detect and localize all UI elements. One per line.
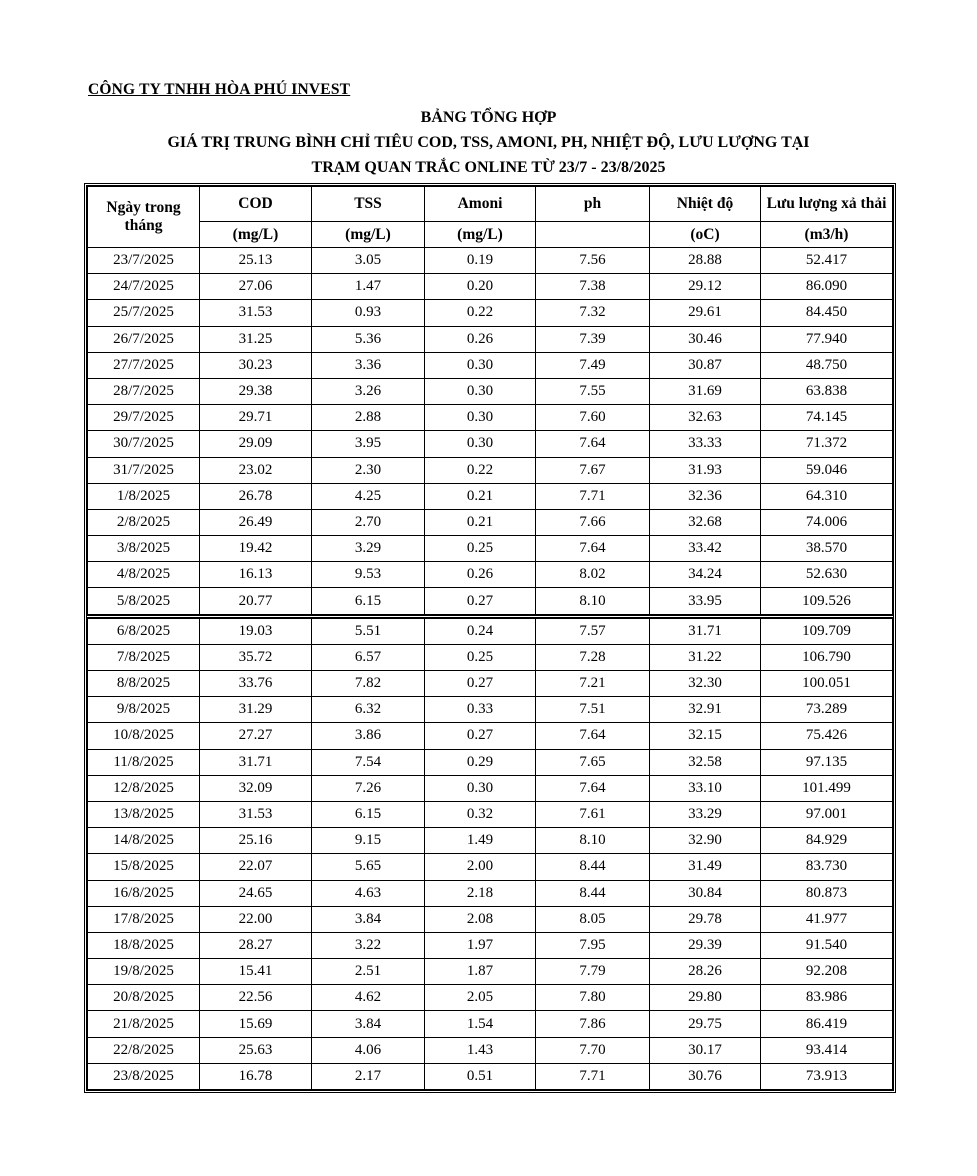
tss-value-cell: 5.36 xyxy=(312,326,425,352)
unit-temp: (oC) xyxy=(650,222,761,248)
cod-value-cell: 25.63 xyxy=(200,1037,312,1063)
temp-value-cell: 29.12 xyxy=(650,274,761,300)
ph-value-cell: 7.51 xyxy=(536,697,650,723)
temp-value-cell: 31.93 xyxy=(650,457,761,483)
tss-value-cell: 7.26 xyxy=(312,775,425,801)
date-cell: 29/7/2025 xyxy=(88,405,200,431)
amoni-value-cell: 0.30 xyxy=(425,775,536,801)
amoni-value-cell: 0.21 xyxy=(425,483,536,509)
ph-value-cell: 7.79 xyxy=(536,959,650,985)
tss-value-cell: 0.93 xyxy=(312,300,425,326)
summary-table xyxy=(87,186,893,1090)
cod-value-cell: 22.07 xyxy=(200,854,312,880)
tss-value-cell: 3.05 xyxy=(312,248,425,274)
temp-value-cell: 29.61 xyxy=(650,300,761,326)
tss-value-cell: 4.63 xyxy=(312,880,425,906)
table-row xyxy=(88,854,893,880)
tss-value-cell: 7.54 xyxy=(312,749,425,775)
temp-value-cell: 31.69 xyxy=(650,378,761,404)
temp-value-cell: 31.49 xyxy=(650,854,761,880)
tss-value-cell: 3.29 xyxy=(312,536,425,562)
temp-value-cell: 32.15 xyxy=(650,723,761,749)
unit-flow: (m3/h) xyxy=(761,222,893,248)
table-row xyxy=(88,431,893,457)
date-cell: 25/7/2025 xyxy=(88,300,200,326)
flow-value-cell: 77.940 xyxy=(761,326,893,352)
table-row xyxy=(88,274,893,300)
date-cell: 16/8/2025 xyxy=(88,880,200,906)
ph-value-cell: 7.61 xyxy=(536,801,650,827)
cod-value-cell: 19.42 xyxy=(200,536,312,562)
tss-value-cell: 6.32 xyxy=(312,697,425,723)
tss-value-cell: 3.84 xyxy=(312,1011,425,1037)
tss-value-cell: 9.53 xyxy=(312,562,425,588)
amoni-value-cell: 0.30 xyxy=(425,352,536,378)
flow-value-cell: 97.135 xyxy=(761,749,893,775)
ph-value-cell: 7.39 xyxy=(536,326,650,352)
flow-value-cell: 74.145 xyxy=(761,405,893,431)
amoni-value-cell: 0.19 xyxy=(425,248,536,274)
tss-value-cell: 3.95 xyxy=(312,431,425,457)
cod-value-cell: 30.23 xyxy=(200,352,312,378)
cod-value-cell: 15.69 xyxy=(200,1011,312,1037)
temp-value-cell: 33.10 xyxy=(650,775,761,801)
table-row xyxy=(88,300,893,326)
flow-value-cell: 93.414 xyxy=(761,1037,893,1063)
unit-ph xyxy=(536,222,650,248)
cod-value-cell: 27.06 xyxy=(200,274,312,300)
table-row xyxy=(88,562,893,588)
temp-value-cell: 28.88 xyxy=(650,248,761,274)
amoni-value-cell: 0.22 xyxy=(425,300,536,326)
date-cell: 10/8/2025 xyxy=(88,723,200,749)
temp-value-cell: 29.75 xyxy=(650,1011,761,1037)
cod-value-cell: 25.16 xyxy=(200,828,312,854)
amoni-value-cell: 0.32 xyxy=(425,801,536,827)
tss-value-cell: 3.36 xyxy=(312,352,425,378)
tss-value-cell: 2.17 xyxy=(312,1063,425,1089)
column-header-ph: ph xyxy=(536,187,650,222)
ph-value-cell: 8.05 xyxy=(536,906,650,932)
temp-value-cell: 30.84 xyxy=(650,880,761,906)
flow-value-cell: 64.310 xyxy=(761,483,893,509)
ph-value-cell: 7.21 xyxy=(536,671,650,697)
flow-value-cell: 52.417 xyxy=(761,248,893,274)
tss-value-cell: 6.15 xyxy=(312,801,425,827)
temp-value-cell: 30.17 xyxy=(650,1037,761,1063)
amoni-value-cell: 0.33 xyxy=(425,697,536,723)
cod-value-cell: 25.13 xyxy=(200,248,312,274)
table-row xyxy=(88,775,893,801)
ph-value-cell: 7.64 xyxy=(536,431,650,457)
flow-value-cell: 86.419 xyxy=(761,1011,893,1037)
unit-amoni: (mg/L) xyxy=(425,222,536,248)
temp-value-cell: 28.26 xyxy=(650,959,761,985)
table-row xyxy=(88,671,893,697)
amoni-value-cell: 0.30 xyxy=(425,405,536,431)
amoni-value-cell: 2.18 xyxy=(425,880,536,906)
cod-value-cell: 16.13 xyxy=(200,562,312,588)
date-cell: 14/8/2025 xyxy=(88,828,200,854)
amoni-value-cell: 0.25 xyxy=(425,536,536,562)
date-cell: 2/8/2025 xyxy=(88,509,200,535)
flow-value-cell: 38.570 xyxy=(761,536,893,562)
amoni-value-cell: 0.21 xyxy=(425,509,536,535)
date-cell: 4/8/2025 xyxy=(88,562,200,588)
table-row xyxy=(88,405,893,431)
cod-value-cell: 15.41 xyxy=(200,959,312,985)
cod-value-cell: 22.56 xyxy=(200,985,312,1011)
column-header-tss: TSS xyxy=(312,187,425,222)
date-cell: 15/8/2025 xyxy=(88,854,200,880)
cod-value-cell: 35.72 xyxy=(200,644,312,670)
date-cell: 30/7/2025 xyxy=(88,431,200,457)
flow-value-cell: 97.001 xyxy=(761,801,893,827)
header-row-names xyxy=(88,187,893,222)
amoni-value-cell: 0.51 xyxy=(425,1063,536,1089)
ph-value-cell: 8.44 xyxy=(536,880,650,906)
temp-value-cell: 32.58 xyxy=(650,749,761,775)
tss-value-cell: 4.06 xyxy=(312,1037,425,1063)
ph-value-cell: 8.44 xyxy=(536,854,650,880)
flow-value-cell: 101.499 xyxy=(761,775,893,801)
date-cell: 23/7/2025 xyxy=(88,248,200,274)
table-row xyxy=(88,932,893,958)
flow-value-cell: 73.913 xyxy=(761,1063,893,1089)
table-row xyxy=(88,536,893,562)
table-row xyxy=(88,378,893,404)
table-row xyxy=(88,985,893,1011)
date-cell: 8/8/2025 xyxy=(88,671,200,697)
column-header-temp: Nhiệt độ xyxy=(650,187,761,222)
amoni-value-cell: 1.97 xyxy=(425,932,536,958)
flow-value-cell: 83.986 xyxy=(761,985,893,1011)
unit-cod: (mg/L) xyxy=(200,222,312,248)
cod-value-cell: 23.02 xyxy=(200,457,312,483)
date-cell: 3/8/2025 xyxy=(88,536,200,562)
tss-value-cell: 2.30 xyxy=(312,457,425,483)
column-header-amoni: Amoni xyxy=(425,187,536,222)
amoni-value-cell: 0.26 xyxy=(425,562,536,588)
table-header xyxy=(88,187,893,248)
temp-value-cell: 32.68 xyxy=(650,509,761,535)
amoni-value-cell: 0.27 xyxy=(425,588,536,616)
ph-value-cell: 7.64 xyxy=(536,723,650,749)
table-row xyxy=(88,616,893,644)
flow-value-cell: 48.750 xyxy=(761,352,893,378)
amoni-value-cell: 0.25 xyxy=(425,644,536,670)
tss-value-cell: 9.15 xyxy=(312,828,425,854)
ph-value-cell: 7.56 xyxy=(536,248,650,274)
temp-value-cell: 29.39 xyxy=(650,932,761,958)
temp-value-cell: 30.46 xyxy=(650,326,761,352)
table-row xyxy=(88,326,893,352)
cod-value-cell: 19.03 xyxy=(200,616,312,644)
table-row xyxy=(88,352,893,378)
temp-value-cell: 32.63 xyxy=(650,405,761,431)
tss-value-cell: 7.82 xyxy=(312,671,425,697)
table-row xyxy=(88,588,893,616)
date-cell: 19/8/2025 xyxy=(88,959,200,985)
tss-value-cell: 3.26 xyxy=(312,378,425,404)
flow-value-cell: 92.208 xyxy=(761,959,893,985)
date-cell: 18/8/2025 xyxy=(88,932,200,958)
cod-value-cell: 32.09 xyxy=(200,775,312,801)
ph-value-cell: 7.64 xyxy=(536,775,650,801)
amoni-value-cell: 1.43 xyxy=(425,1037,536,1063)
ph-value-cell: 7.80 xyxy=(536,985,650,1011)
tss-value-cell: 4.62 xyxy=(312,985,425,1011)
date-cell: 17/8/2025 xyxy=(88,906,200,932)
table-row xyxy=(88,483,893,509)
document-title-block xyxy=(0,105,977,180)
table-row xyxy=(88,801,893,827)
amoni-value-cell: 0.20 xyxy=(425,274,536,300)
date-cell: 31/7/2025 xyxy=(88,457,200,483)
date-cell: 23/8/2025 xyxy=(88,1063,200,1089)
table-row xyxy=(88,457,893,483)
date-cell: 1/8/2025 xyxy=(88,483,200,509)
date-cell: 12/8/2025 xyxy=(88,775,200,801)
date-cell: 11/8/2025 xyxy=(88,749,200,775)
cod-value-cell: 33.76 xyxy=(200,671,312,697)
temp-value-cell: 32.91 xyxy=(650,697,761,723)
temp-value-cell: 33.29 xyxy=(650,801,761,827)
temp-value-cell: 30.76 xyxy=(650,1063,761,1089)
company-name: CÔNG TY TNHH HÒA PHÚ INVEST xyxy=(88,81,351,98)
flow-value-cell: 109.526 xyxy=(761,588,893,616)
amoni-value-cell: 0.27 xyxy=(425,723,536,749)
column-header-flow: Lưu lượng xả thải xyxy=(761,187,893,222)
tss-value-cell: 3.84 xyxy=(312,906,425,932)
ph-value-cell: 7.66 xyxy=(536,509,650,535)
date-cell: 21/8/2025 xyxy=(88,1011,200,1037)
date-cell: 5/8/2025 xyxy=(88,588,200,616)
date-cell: 26/7/2025 xyxy=(88,326,200,352)
ph-value-cell: 7.55 xyxy=(536,378,650,404)
tss-value-cell: 6.15 xyxy=(312,588,425,616)
title-line-1: BẢNG TỔNG HỢP xyxy=(420,109,557,126)
temp-value-cell: 33.33 xyxy=(650,431,761,457)
tss-value-cell: 1.47 xyxy=(312,274,425,300)
amoni-value-cell: 2.05 xyxy=(425,985,536,1011)
cod-value-cell: 29.38 xyxy=(200,378,312,404)
ph-value-cell: 7.60 xyxy=(536,405,650,431)
temp-value-cell: 33.42 xyxy=(650,536,761,562)
flow-value-cell: 109.709 xyxy=(761,616,893,644)
table-row xyxy=(88,697,893,723)
temp-value-cell: 30.87 xyxy=(650,352,761,378)
flow-value-cell: 75.426 xyxy=(761,723,893,749)
flow-value-cell: 84.450 xyxy=(761,300,893,326)
ph-value-cell: 7.65 xyxy=(536,749,650,775)
cod-value-cell: 27.27 xyxy=(200,723,312,749)
date-cell: 9/8/2025 xyxy=(88,697,200,723)
column-header-date: Ngày trong tháng xyxy=(88,187,200,248)
cod-value-cell: 31.53 xyxy=(200,300,312,326)
amoni-value-cell: 0.24 xyxy=(425,616,536,644)
column-header-cod: COD xyxy=(200,187,312,222)
ph-value-cell: 7.86 xyxy=(536,1011,650,1037)
table-row xyxy=(88,509,893,535)
amoni-value-cell: 0.27 xyxy=(425,671,536,697)
ph-value-cell: 7.38 xyxy=(536,274,650,300)
amoni-value-cell: 0.30 xyxy=(425,431,536,457)
ph-value-cell: 7.71 xyxy=(536,1063,650,1089)
flow-value-cell: 80.873 xyxy=(761,880,893,906)
table-row xyxy=(88,248,893,274)
amoni-value-cell: 1.49 xyxy=(425,828,536,854)
flow-value-cell: 63.838 xyxy=(761,378,893,404)
ph-value-cell: 7.49 xyxy=(536,352,650,378)
flow-value-cell: 74.006 xyxy=(761,509,893,535)
tss-value-cell: 2.88 xyxy=(312,405,425,431)
temp-value-cell: 32.30 xyxy=(650,671,761,697)
cod-value-cell: 31.25 xyxy=(200,326,312,352)
date-cell: 7/8/2025 xyxy=(88,644,200,670)
ph-value-cell: 7.28 xyxy=(536,644,650,670)
table-body xyxy=(88,248,893,1090)
amoni-value-cell: 0.26 xyxy=(425,326,536,352)
temp-value-cell: 32.36 xyxy=(650,483,761,509)
cod-value-cell: 20.77 xyxy=(200,588,312,616)
temp-value-cell: 31.71 xyxy=(650,616,761,644)
flow-value-cell: 73.289 xyxy=(761,697,893,723)
amoni-value-cell: 1.87 xyxy=(425,959,536,985)
date-cell: 13/8/2025 xyxy=(88,801,200,827)
flow-value-cell: 83.730 xyxy=(761,854,893,880)
ph-value-cell: 7.70 xyxy=(536,1037,650,1063)
temp-value-cell: 34.24 xyxy=(650,562,761,588)
flow-value-cell: 100.051 xyxy=(761,671,893,697)
ph-value-cell: 7.32 xyxy=(536,300,650,326)
table-row xyxy=(88,1063,893,1089)
cod-value-cell: 26.78 xyxy=(200,483,312,509)
ph-value-cell: 8.10 xyxy=(536,588,650,616)
cod-value-cell: 31.29 xyxy=(200,697,312,723)
ph-value-cell: 7.71 xyxy=(536,483,650,509)
table-row xyxy=(88,906,893,932)
title-line-2: GIÁ TRỊ TRUNG BÌNH CHỈ TIÊU COD, TSS, AMONI, PH, NHIỆT ĐỘ, LƯU LƯỢNG TẠI xyxy=(167,134,810,151)
title-line-3: TRẠM QUAN TRẮC ONLINE TỪ 23/7 - 23/8/2025 xyxy=(311,159,666,176)
flow-value-cell: 86.090 xyxy=(761,274,893,300)
table-row xyxy=(88,828,893,854)
flow-value-cell: 59.046 xyxy=(761,457,893,483)
amoni-value-cell: 0.22 xyxy=(425,457,536,483)
tss-value-cell: 6.57 xyxy=(312,644,425,670)
table-row xyxy=(88,723,893,749)
table-row xyxy=(88,1037,893,1063)
date-cell: 24/7/2025 xyxy=(88,274,200,300)
date-cell: 6/8/2025 xyxy=(88,616,200,644)
amoni-value-cell: 2.08 xyxy=(425,906,536,932)
table-row xyxy=(88,749,893,775)
cod-value-cell: 28.27 xyxy=(200,932,312,958)
cod-value-cell: 29.09 xyxy=(200,431,312,457)
ph-value-cell: 8.10 xyxy=(536,828,650,854)
amoni-value-cell: 2.00 xyxy=(425,854,536,880)
flow-value-cell: 106.790 xyxy=(761,644,893,670)
ph-value-cell: 7.67 xyxy=(536,457,650,483)
table-row xyxy=(88,1011,893,1037)
cod-value-cell: 31.71 xyxy=(200,749,312,775)
ph-value-cell: 8.02 xyxy=(536,562,650,588)
date-cell: 27/7/2025 xyxy=(88,352,200,378)
unit-tss: (mg/L) xyxy=(312,222,425,248)
flow-value-cell: 52.630 xyxy=(761,562,893,588)
date-cell: 22/8/2025 xyxy=(88,1037,200,1063)
date-cell: 28/7/2025 xyxy=(88,378,200,404)
cod-value-cell: 29.71 xyxy=(200,405,312,431)
flow-value-cell: 41.977 xyxy=(761,906,893,932)
cod-value-cell: 31.53 xyxy=(200,801,312,827)
tss-value-cell: 5.65 xyxy=(312,854,425,880)
cod-value-cell: 24.65 xyxy=(200,880,312,906)
cod-value-cell: 22.00 xyxy=(200,906,312,932)
tss-value-cell: 2.70 xyxy=(312,509,425,535)
temp-value-cell: 33.95 xyxy=(650,588,761,616)
temp-value-cell: 29.78 xyxy=(650,906,761,932)
tss-value-cell: 5.51 xyxy=(312,616,425,644)
amoni-value-cell: 1.54 xyxy=(425,1011,536,1037)
table-row xyxy=(88,644,893,670)
table-row xyxy=(88,880,893,906)
tss-value-cell: 2.51 xyxy=(312,959,425,985)
temp-value-cell: 29.80 xyxy=(650,985,761,1011)
temp-value-cell: 31.22 xyxy=(650,644,761,670)
ph-value-cell: 7.57 xyxy=(536,616,650,644)
flow-value-cell: 84.929 xyxy=(761,828,893,854)
tss-value-cell: 4.25 xyxy=(312,483,425,509)
temp-value-cell: 32.90 xyxy=(650,828,761,854)
ph-value-cell: 7.95 xyxy=(536,932,650,958)
table-row xyxy=(88,959,893,985)
summary-table-container xyxy=(84,183,896,1093)
tss-value-cell: 3.22 xyxy=(312,932,425,958)
amoni-value-cell: 0.30 xyxy=(425,378,536,404)
flow-value-cell: 91.540 xyxy=(761,932,893,958)
cod-value-cell: 26.49 xyxy=(200,509,312,535)
ph-value-cell: 7.64 xyxy=(536,536,650,562)
tss-value-cell: 3.86 xyxy=(312,723,425,749)
amoni-value-cell: 0.29 xyxy=(425,749,536,775)
header-row-units xyxy=(88,222,893,248)
flow-value-cell: 71.372 xyxy=(761,431,893,457)
cod-value-cell: 16.78 xyxy=(200,1063,312,1089)
date-cell: 20/8/2025 xyxy=(88,985,200,1011)
